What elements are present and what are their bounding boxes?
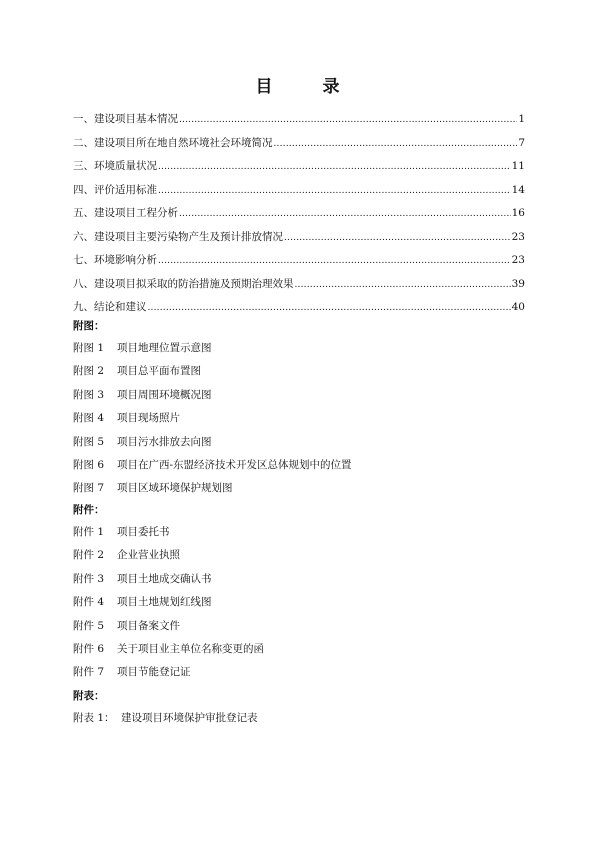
toc-entry-label: 九、结论和建议 [73, 301, 147, 313]
toc-entry-label: 三、环境质量状况 [73, 160, 157, 172]
toc-leader [158, 186, 511, 196]
toc-entry-label: 二、建设项目所在地自然环境社会环境简况 [73, 136, 273, 149]
tables-heading: 附表： [73, 690, 105, 702]
table-title: 建设项目环境保护审批登记表 [121, 712, 258, 724]
toc-entry-page: 39 [511, 277, 525, 290]
attachment-title: 企业营业执照 [117, 549, 180, 562]
attachment-number: 附件 2 [73, 549, 105, 562]
toc-leader [274, 139, 518, 149]
toc-entry-page: 23 [511, 230, 525, 243]
toc-leader [284, 233, 511, 243]
figure-item [73, 337, 533, 360]
figure-number: 附图 6 [73, 458, 105, 471]
attachment-title: 关于项目业主单位名称变更的函 [117, 642, 264, 655]
toc-entry-page: 1 [518, 113, 525, 125]
figure-item [73, 360, 533, 383]
attachment-title: 项目土地规划红线图 [117, 596, 212, 609]
figure-number: 附图 3 [73, 388, 105, 401]
attachments-section [73, 500, 533, 685]
table-of-contents [73, 111, 525, 323]
toc-entry-label: 一、建设项目基本情况 [73, 113, 178, 125]
attachment-title: 项目土地成交确认书 [117, 572, 212, 585]
toc-entry-label: 七、环境影响分析 [73, 254, 157, 266]
toc-entry-2[interactable] [73, 135, 525, 159]
toc-leader [148, 303, 511, 313]
figure-title: 项目地理位置示意图 [117, 342, 212, 354]
toc-entry-page: 40 [511, 301, 525, 313]
attachment-item [73, 591, 533, 614]
figure-number: 附图 5 [73, 435, 105, 448]
toc-entry-7[interactable] [73, 252, 525, 276]
attachment-item [73, 615, 533, 638]
toc-leader [158, 256, 511, 266]
attachment-item [73, 544, 533, 567]
figure-title: 项目污水排放去向图 [117, 435, 212, 448]
attachment-number: 附件 6 [73, 642, 105, 655]
attachment-item [73, 661, 533, 684]
toc-entry-4[interactable] [73, 182, 525, 206]
attachment-number: 附件 3 [73, 572, 105, 585]
figures-section [73, 316, 533, 501]
toc-entry-page: 23 [511, 254, 525, 266]
figure-title: 项目在广西-东盟经济技术开发区总体规划中的位置 [117, 458, 352, 471]
toc-entry-8[interactable] [73, 276, 525, 300]
toc-entry-label: 四、评价适用标准 [73, 183, 157, 196]
toc-leader [179, 115, 517, 125]
attachment-title: 项目委托书 [117, 526, 170, 538]
toc-entry-label: 八、建设项目拟采取的防治措施及预期治理效果 [73, 277, 294, 290]
toc-entry-1[interactable] [73, 111, 525, 135]
figure-item [73, 477, 533, 500]
page-title: 目 录 [255, 77, 362, 97]
toc-leader [179, 209, 511, 219]
tables-section [73, 686, 533, 730]
toc-entry-page: 11 [511, 160, 525, 172]
toc-leader [295, 280, 511, 290]
figure-title: 项目周围环境概况图 [117, 388, 212, 401]
attachment-item [73, 638, 533, 661]
figure-number: 附图 7 [73, 482, 105, 495]
attachment-number: 附件 4 [73, 596, 105, 609]
figure-number: 附图 1 [73, 342, 105, 354]
attachment-title: 项目备案文件 [117, 619, 180, 632]
attachment-title: 项目节能登记证 [117, 666, 191, 679]
toc-entry-page: 16 [511, 207, 525, 219]
figure-number: 附图 4 [73, 412, 105, 425]
figure-item [73, 454, 533, 477]
figure-item [73, 407, 533, 430]
toc-entry-page: 7 [518, 136, 525, 149]
table-item [73, 707, 533, 730]
figures-heading: 附图： [73, 320, 105, 332]
toc-entry-label: 六、建设项目主要污染物产生及预计排放情况 [73, 230, 283, 243]
figure-title: 项目现场照片 [117, 412, 180, 425]
toc-leader [158, 162, 511, 172]
figure-item [73, 384, 533, 407]
attachment-item [73, 568, 533, 591]
table-number: 附表 1： [73, 712, 115, 724]
figure-number: 附图 2 [73, 365, 105, 378]
figure-title: 项目总平面布置图 [117, 365, 201, 378]
attachments-heading: 附件： [73, 504, 105, 516]
attachment-number: 附件 5 [73, 619, 105, 632]
figure-item [73, 431, 533, 454]
toc-entry-5[interactable] [73, 205, 525, 229]
toc-entry-label: 五、建设项目工程分析 [73, 207, 178, 219]
attachment-number: 附件 7 [73, 666, 105, 679]
attachment-number: 附件 1 [73, 526, 105, 538]
toc-entry-page: 14 [511, 183, 525, 196]
attachment-item [73, 521, 533, 544]
toc-entry-6[interactable] [73, 229, 525, 253]
figure-title: 项目区域环境保护规划图 [117, 482, 233, 495]
toc-entry-3[interactable] [73, 158, 525, 182]
